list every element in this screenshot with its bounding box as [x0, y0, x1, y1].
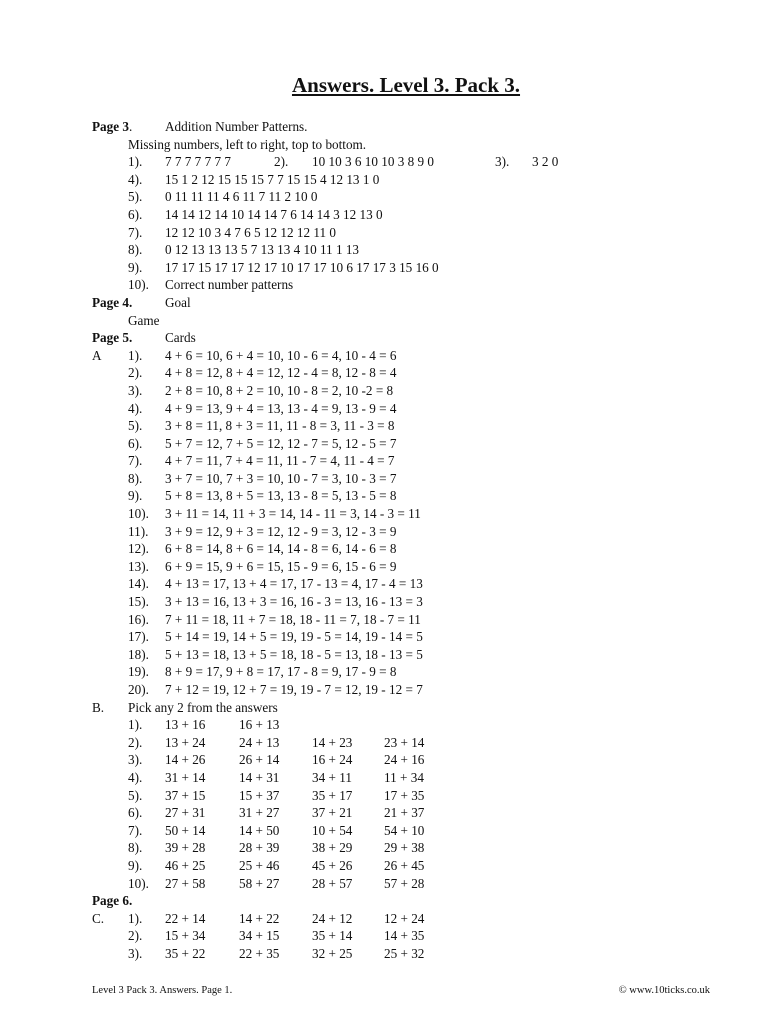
answer-cell: 27 + 58 — [165, 875, 206, 891]
item-number: 8). — [128, 840, 143, 856]
answer-cell: 14 + 26 — [165, 752, 206, 768]
item-number: 6). — [128, 805, 143, 821]
a-item — [92, 523, 742, 541]
answer-cell: 16 + 24 — [312, 752, 353, 768]
answer-cell: 32 + 25 — [312, 945, 353, 961]
answer-cell: 28 + 39 — [239, 840, 280, 856]
b-item — [92, 822, 742, 840]
page5-heading-row — [92, 329, 742, 347]
a-item — [92, 575, 742, 593]
item-text: 5 + 8 = 13, 8 + 5 = 13, 13 - 8 = 5, 13 - 5 = 8 — [165, 488, 397, 504]
page3-note: Missing numbers, left to right, top to bottom. — [128, 136, 367, 152]
item-number: 19). — [128, 664, 149, 680]
item-number: 18). — [128, 646, 149, 662]
item-text: 0 11 11 11 4 6 11 7 11 2 10 0 — [165, 189, 318, 205]
item-text: 4 + 6 = 10, 6 + 4 = 10, 10 - 6 = 4, 10 - 4 = 6 — [165, 347, 397, 363]
answer-cell: 23 + 14 — [384, 734, 425, 750]
b-item — [92, 875, 742, 893]
answer-cell: 14 + 35 — [384, 928, 425, 944]
answer-cell: 50 + 14 — [165, 822, 206, 838]
item-number: 5). — [128, 787, 143, 803]
page3-label-dot: . — [129, 119, 133, 134]
page3-item — [92, 206, 742, 224]
answer-cell: 12 + 24 — [384, 910, 425, 926]
page5-label: Page 5. — [92, 330, 133, 346]
item-text: 4 + 9 = 13, 9 + 4 = 13, 13 - 4 = 9, 13 - 9 = 4 — [165, 400, 397, 416]
answer-cell: 35 + 14 — [312, 928, 353, 944]
b-item — [92, 769, 742, 787]
item-number: 2). — [128, 734, 143, 750]
a-item — [92, 663, 742, 681]
section-c-label: C. — [92, 910, 105, 926]
answer-cell: 17 + 35 — [384, 787, 425, 803]
item-number: 1). — [128, 910, 143, 926]
item-number: 3). — [128, 945, 143, 961]
answer-cell: 58 + 27 — [239, 875, 280, 891]
item-number: 7). — [128, 224, 143, 240]
item-text: 5 + 13 = 18, 13 + 5 = 18, 18 - 5 = 13, 18 - 13 = 5 — [165, 646, 423, 662]
answer-cell: 31 + 27 — [239, 805, 280, 821]
item-text: 4 + 7 = 11, 7 + 4 = 11, 11 - 7 = 4, 11 - 4 = 7 — [165, 453, 395, 469]
a-item — [92, 347, 742, 365]
answer-cell: 14 + 23 — [312, 734, 353, 750]
item-number: 12). — [128, 541, 149, 557]
item-number: 9). — [128, 857, 143, 873]
page6-heading-row — [92, 892, 742, 910]
item-number: 14). — [128, 576, 149, 592]
item-number: 3). — [128, 752, 143, 768]
answer-cell: 45 + 26 — [312, 857, 353, 873]
item-number: 10). — [128, 506, 149, 522]
answer-cell: 38 + 29 — [312, 840, 353, 856]
answer-cell: 31 + 14 — [165, 769, 206, 785]
page6-label: Page 6. — [92, 893, 133, 909]
answer-cell: 11 + 34 — [384, 769, 424, 785]
page5-heading: Cards — [165, 330, 196, 346]
answer-cell: 35 + 22 — [165, 945, 206, 961]
a-item — [92, 628, 742, 646]
page3-item — [92, 259, 742, 277]
answer-cell: 26 + 14 — [239, 752, 280, 768]
c-item — [92, 945, 742, 963]
answer-cell: 15 + 34 — [165, 928, 206, 944]
page3-item — [92, 276, 742, 294]
item-number: 5). — [128, 189, 143, 205]
item-text: 7 7 7 7 7 7 7 — [165, 154, 231, 170]
item-text: 10 10 3 6 10 10 3 8 9 0 — [312, 154, 434, 170]
item-text: 3 + 8 = 11, 8 + 3 = 11, 11 - 8 = 3, 11 - 3 = 8 — [165, 418, 395, 434]
page3-heading: Addition Number Patterns. — [165, 119, 308, 134]
item-text: 2 + 8 = 10, 8 + 2 = 10, 10 - 8 = 2, 10 -2 = 8 — [165, 382, 394, 398]
item-number: 11). — [128, 523, 149, 539]
item-text: 3 + 9 = 12, 9 + 3 = 12, 12 - 9 = 3, 12 - 3 = 9 — [165, 523, 397, 539]
page4-sub: Game — [128, 312, 160, 328]
answer-cell: 15 + 37 — [239, 787, 280, 803]
answer-cell: 14 + 31 — [239, 769, 280, 785]
answer-cell: 24 + 13 — [239, 734, 280, 750]
answer-cell: 46 + 25 — [165, 857, 206, 873]
answer-cell: 22 + 14 — [165, 910, 206, 926]
item-number: 1). — [128, 717, 143, 733]
answer-cell: 13 + 24 — [165, 734, 206, 750]
item-text: 15 1 2 12 15 15 15 7 7 15 15 4 12 13 1 0 — [165, 171, 380, 187]
item-number: 4). — [128, 171, 143, 187]
page4-heading-row — [92, 294, 742, 312]
a-item — [92, 417, 742, 435]
answer-cell: 27 + 31 — [165, 805, 206, 821]
c-item — [92, 927, 742, 945]
answer-cell: 54 + 10 — [384, 822, 425, 838]
item-number: 8). — [128, 470, 143, 486]
item-number: 7). — [128, 453, 143, 469]
page4-sub-row — [92, 312, 742, 330]
item-number: 6). — [128, 206, 143, 222]
footer-copyright: © www.10ticks.co.uk — [618, 985, 710, 996]
item-text: 6 + 9 = 15, 9 + 6 = 15, 15 - 9 = 6, 15 - 6 = 9 — [165, 558, 397, 574]
item-text: 0 12 13 13 13 5 7 13 13 4 10 11 1 13 — [165, 242, 360, 258]
answer-cell: 37 + 21 — [312, 805, 353, 821]
item-number: 7). — [128, 822, 143, 838]
section-a-label: A — [92, 347, 102, 363]
a-item — [92, 435, 742, 453]
item-text: 5 + 7 = 12, 7 + 5 = 12, 12 - 7 = 5, 12 - 5 = 7 — [165, 435, 397, 451]
page4-heading: Goal — [165, 294, 191, 310]
a-item — [92, 400, 742, 418]
item-number: 8). — [128, 242, 143, 258]
answer-cell: 39 + 28 — [165, 840, 206, 856]
item-number: 15). — [128, 594, 149, 610]
item-number: 10). — [128, 277, 149, 293]
item-text: 7 + 11 = 18, 11 + 7 = 18, 18 - 11 = 7, 18 - 7 = 11 — [165, 611, 421, 627]
item-text: Correct number patterns — [165, 277, 294, 293]
answer-cell: 22 + 35 — [239, 945, 280, 961]
a-item — [92, 470, 742, 488]
item-number: 2). — [128, 928, 143, 944]
answer-cell: 14 + 50 — [239, 822, 280, 838]
page3-item — [92, 241, 742, 259]
page3-heading-row — [92, 118, 742, 136]
item-number: 9). — [128, 488, 143, 504]
a-item — [92, 540, 742, 558]
b-item — [92, 804, 742, 822]
item-number: 20). — [128, 682, 149, 697]
item-number: 16). — [128, 611, 149, 627]
item-text: 3 + 13 = 16, 13 + 3 = 16, 16 - 3 = 13, 16 - 13 = 3 — [165, 594, 423, 610]
section-b-label: B. — [92, 699, 105, 715]
item-number: 10). — [128, 875, 149, 891]
answer-cell: 14 + 22 — [239, 910, 280, 926]
a-item — [92, 382, 742, 400]
item-text: 7 + 12 = 19, 12 + 7 = 19, 19 - 7 = 12, 19 - 12 = 7 — [165, 682, 423, 697]
page-title: Answers. Level 3. Pack 3. — [291, 73, 521, 97]
item-text: 6 + 8 = 14, 8 + 6 = 14, 14 - 8 = 6, 14 - 6 = 8 — [165, 541, 397, 557]
answer-sheet — [92, 118, 742, 963]
answer-cell: 28 + 57 — [312, 875, 353, 891]
a-item — [92, 452, 742, 470]
item-number: 3). — [128, 382, 143, 398]
answer-cell: 24 + 16 — [384, 752, 425, 768]
item-number: 9). — [128, 259, 143, 275]
b-item — [92, 787, 742, 805]
answer-cell: 16 + 13 — [239, 717, 280, 733]
item-text: 12 12 10 3 4 7 6 5 12 12 12 11 0 — [165, 224, 336, 240]
a-item — [92, 681, 742, 699]
item-number: 17). — [128, 629, 149, 645]
page3-item — [92, 188, 742, 206]
a-item — [92, 558, 742, 576]
item-number: 4). — [128, 769, 143, 785]
item-text: 5 + 14 = 19, 14 + 5 = 19, 19 - 5 = 14, 19 - 14 = 5 — [165, 629, 423, 645]
a-item — [92, 646, 742, 664]
item-text: 14 14 12 14 10 14 14 7 6 14 14 3 12 13 0 — [165, 206, 383, 222]
section-b-heading-row — [92, 699, 742, 717]
b-item — [92, 734, 742, 752]
item-number: 3). — [495, 154, 510, 170]
item-text: 3 2 0 — [532, 154, 559, 170]
item-text: 3 + 11 = 14, 11 + 3 = 14, 14 - 11 = 3, 14 - 3 = 11 — [165, 506, 421, 522]
page3-item — [92, 171, 742, 189]
footer-left: Level 3 Pack 3. Answers. Page 1. — [92, 985, 233, 996]
answer-cell: 25 + 46 — [239, 857, 280, 873]
page3-item — [92, 224, 742, 242]
item-number: 1). — [128, 347, 143, 363]
b-item — [92, 839, 742, 857]
a-item — [92, 593, 742, 611]
c-item — [92, 910, 742, 928]
answer-cell: 57 + 28 — [384, 875, 425, 891]
item-number: 1). — [128, 154, 143, 170]
answer-cell: 35 + 17 — [312, 787, 353, 803]
item-number: 2). — [274, 154, 289, 170]
item-text: 8 + 9 = 17, 9 + 8 = 17, 17 - 8 = 9, 17 - 9 = 8 — [165, 664, 397, 680]
item-number: 6). — [128, 435, 143, 451]
answer-cell: 10 + 54 — [312, 822, 353, 838]
b-item — [92, 751, 742, 769]
a-item — [92, 487, 742, 505]
page3-note-row — [92, 136, 742, 154]
answer-cell: 25 + 32 — [384, 945, 425, 961]
page4-label: Page 4. — [92, 294, 133, 310]
item-text: 4 + 8 = 12, 8 + 4 = 12, 12 - 4 = 8, 12 - 8 = 4 — [165, 365, 397, 381]
item-number: 13). — [128, 558, 149, 574]
a-item — [92, 364, 742, 382]
answer-cell: 26 + 45 — [384, 857, 425, 873]
answer-cell: 34 + 11 — [312, 769, 352, 785]
answer-cell: 29 + 38 — [384, 840, 425, 856]
item-number: 5). — [128, 418, 143, 434]
section-b-heading: Pick any 2 from the answers — [128, 699, 278, 715]
item-text: 3 + 7 = 10, 7 + 3 = 10, 10 - 7 = 3, 10 - 3 = 7 — [165, 470, 397, 486]
answer-cell: 13 + 16 — [165, 717, 206, 733]
answer-cell: 21 + 37 — [384, 805, 425, 821]
page3-label: Page 3 — [92, 119, 129, 134]
b-item — [92, 857, 742, 875]
page3-item — [92, 153, 742, 171]
a-item — [92, 611, 742, 629]
answer-cell: 34 + 15 — [239, 928, 280, 944]
item-text: 4 + 13 = 17, 13 + 4 = 17, 17 - 13 = 4, 17 - 4 = 13 — [165, 576, 423, 592]
item-number: 2). — [128, 365, 143, 381]
item-text: 17 17 15 17 17 12 17 10 17 17 10 6 17 17 3 15 16 0 — [165, 259, 439, 275]
b-item — [92, 716, 742, 734]
item-number: 4). — [128, 400, 143, 416]
a-item — [92, 505, 742, 523]
answer-cell: 24 + 12 — [312, 910, 353, 926]
answer-cell: 37 + 15 — [165, 787, 206, 803]
